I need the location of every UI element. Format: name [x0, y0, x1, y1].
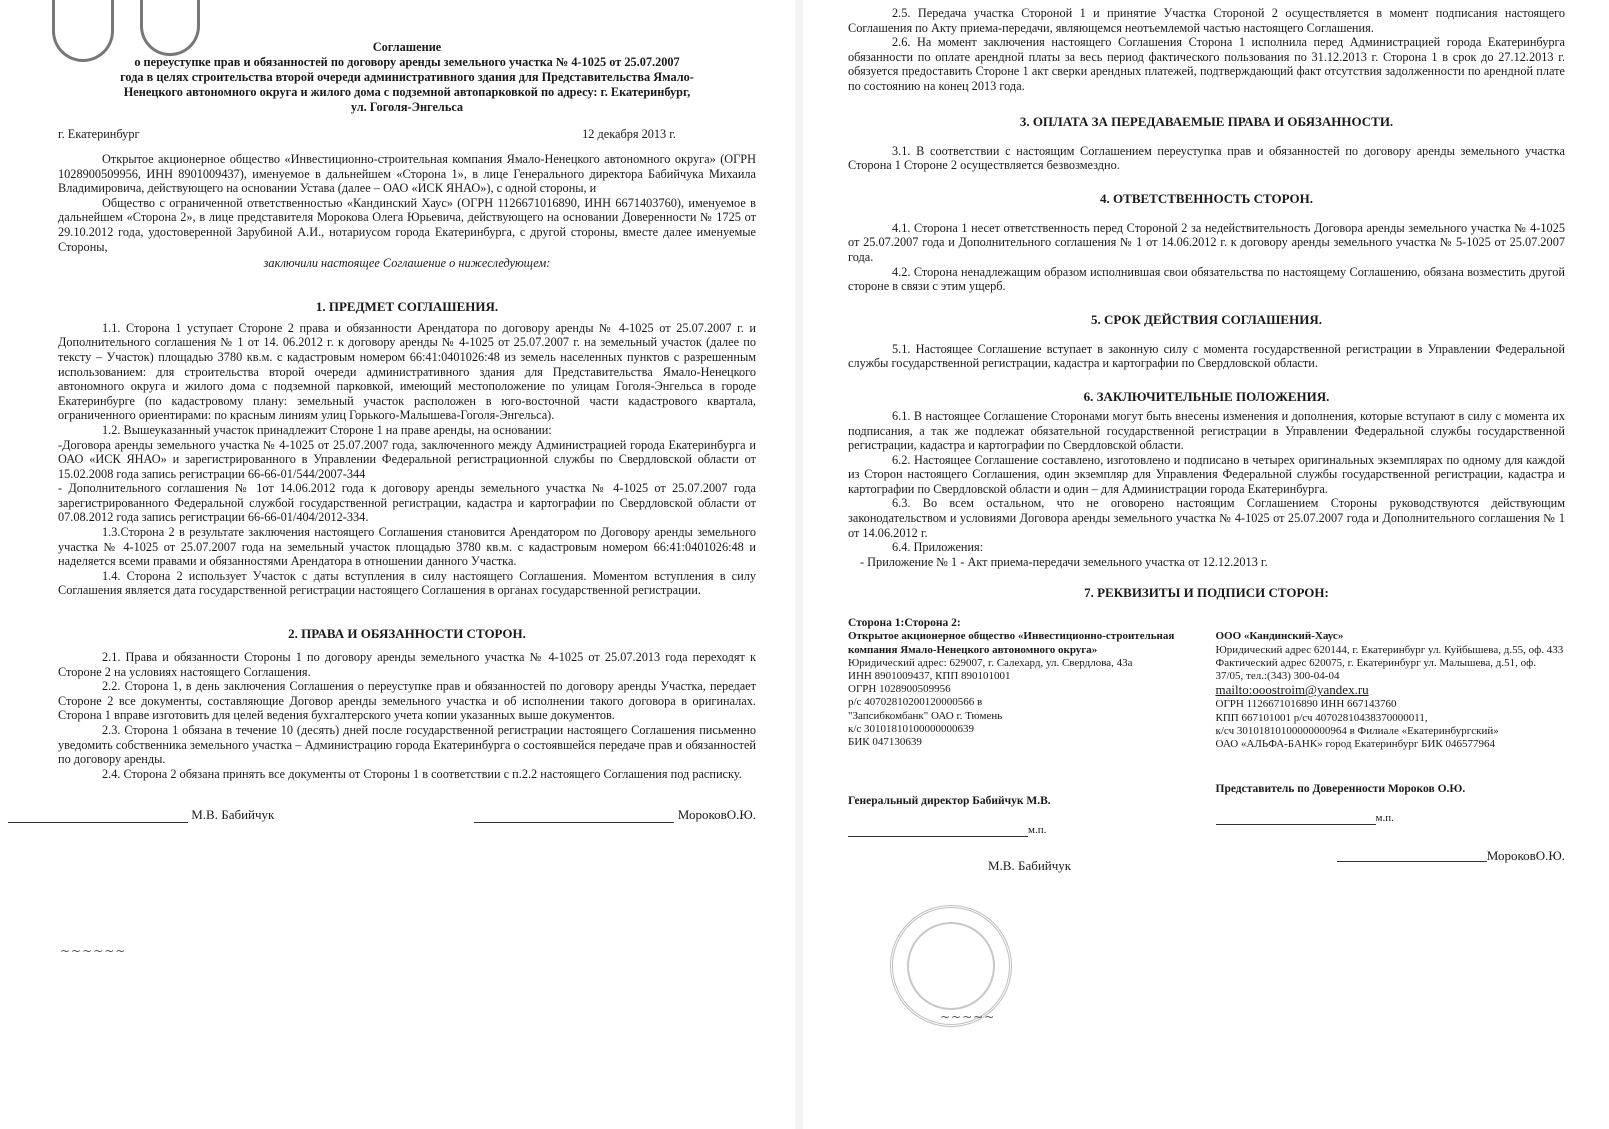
- clause-1-2-a: -Договора аренды земельного участка № 4-1025 от 25.07.2007 года, заключенного между Администрацией города Екатеринбурга и ОАО «ИСК ЯНАО» и зарегистрированного в Управлении Федеральной регистрационной службы по Свердловской области от 15.02.2008 года запись регистрации 66-66-01/544/2007-344: [58, 437, 756, 481]
- parties-header: Сторона 1:Сторона 2:: [848, 617, 961, 630]
- clause-1-4: 1.4. Сторона 2 использует Участок с даты вступления в силу настоящего Соглашения. Моментом вступления в силу Соглашения является дата государственной регистрации настоящего Соглашения в органах государственной регистрации.: [58, 568, 756, 598]
- signer-name: МороковО.Ю.: [677, 807, 756, 823]
- party-2-position: Представитель по Доверенности Мороков О.Ю.: [1215, 783, 1466, 796]
- requisite-line: к/с 30101810100000000639: [848, 722, 975, 735]
- document-title: [58, 40, 756, 115]
- clause-2-3: 2.3. Сторона 1 обязана в течение 10 (десять) дней после государственной регистрации настоящего Соглашения письменно уведомить собственника земельного участка – Администрацию города Екатеринбурга о состоявшейся передаче прав и обязанностей по договору аренды.: [58, 723, 756, 767]
- party-1-intro: Открытое акционерное общество «Инвестиционно-строительная компания Ямало-Ненецкого автономного округа» (ОГРН 1028900509956, ИНН 8901009437), именуемое в дальнейшем «Сторона 1», в лице Генерального директора Бабийчука Михаила Владимировича, действующего на основании Устава (далее – ОАО «ИСК ЯНАО»), с одной стороны, и: [58, 152, 756, 196]
- date: 12 декабря 2013 г.: [582, 127, 676, 141]
- clause-1-1: 1.1. Сторона 1 уступает Стороне 2 права и обязанности Арендатора по договору аренды № 4-1025 от 25.07.2007 г. и Дополнительного соглашения № 1 от 14. 06.2012 г. к договору аренды № 4-1025 от 25.07.2007 г. на земельный участок (далее по тексту – Участок) площадью 3780 кв.м. с кадастровым номером 66:41:0401026:48 из земель населенных пунктов с разрешенным использованием: для строительства второй очереди административного здания для Представительства Ямало-Ненецкого автономного округа и жилого дома с подземной парковкой, имеющий местоположение по улицам Гоголя-Энгельса в городе Екатеринбурге (по кадастровому плану: земельный участок расположен в юго-восточной части кадастрового квартала, ограниченного ориентирами: по красным линиям улиц Горького-Малышева-Гоголя-Энгельса).: [58, 320, 756, 423]
- clause-1-3: 1.3.Сторона 2 в результате заключения настоящего Соглашения становится Арендатором по Договору аренды земельного участка № 4-1025 от 25.07.2007 года на земельный участок площадью 3780 кв.м. с кадастровым номером 66:41:0401026:48 и наделяется всеми правами и обязанностями Арендатора в отношении данного Участка.: [58, 525, 756, 569]
- signature-slot: [1216, 810, 1376, 825]
- section-2-title: 2. ПРАВА И ОБЯЗАННОСТИ СТОРОН.: [288, 626, 526, 642]
- clause-2-4: 2.4. Сторона 2 обязана принять все документы от Стороны 1 в соответствии с п.2.2 настоящего Соглашения под расписку.: [102, 766, 742, 781]
- title-line: ул. Гоголя-Энгельса: [350, 100, 464, 114]
- party-1-requisites: [848, 630, 1198, 872]
- handwritten-signature: ~~~~~~: [60, 944, 127, 958]
- section-4-title: 4. ОТВЕТСТВЕННОСТЬ СТОРОН.: [1100, 190, 1313, 206]
- agreed-line: заключили настоящее Соглашение о нижеследующем:: [263, 256, 551, 271]
- handwritten-signature: ~~~~~: [940, 1010, 996, 1024]
- party-2-name: ООО «Кандинский-Хаус»: [1215, 630, 1344, 643]
- signature-slot: [8, 808, 188, 823]
- signature-slot: [848, 822, 1028, 837]
- section-7-title: 7. РЕКВИЗИТЫ И ПОДПИСИ СТОРОН:: [1084, 585, 1329, 601]
- place-date-line: [58, 127, 756, 142]
- page-divider: [795, 0, 803, 1129]
- party-1-position: Генеральный директор Бабийчук М.В.: [848, 795, 1051, 808]
- clause-4-1: 4.1. Сторона 1 несет ответственность перед Стороной 2 за недействительность Договора аренды земельного участка № 4-1025 от 25.07.2007 года и Дополнительного соглашения № 1 от 14.06.2012 г. к договору аренды земельного участка № 5-1025 от 25.07.2007 года.: [848, 220, 1565, 264]
- requisite-line: Юридический адрес: 629007, г. Салехард, ул. Свердлова, 43а: [848, 656, 1133, 669]
- document-page-left: [0, 0, 790, 1129]
- stamp-place-label: м.п.: [1028, 824, 1047, 837]
- title-line: года в целях строительства второй очереди административного здания для Представительства Ямало-: [120, 70, 694, 84]
- requisite-line: "Запсибкомбанк" ОАО г. Тюмень: [848, 709, 1003, 722]
- requisite-line: Юридический адрес 620144, г. Екатеринбург ул. Куйбышева, д.55, оф. 433: [1215, 643, 1564, 656]
- clause-3-1: 3.1. В соответствии с настоящим Соглашением переуступка прав и обязанностей по договору аренды земельного участка Сторона 1 Стороне 2 осуществляется безвозмездно.: [848, 143, 1565, 173]
- clause-6-4: 6.4. Приложения:: [892, 540, 984, 555]
- email-link[interactable]: mailto:ooostroim@yandex.ru: [1215, 682, 1369, 698]
- title-line: о переуступке прав и обязанностей по договору аренды земельного участка № 4-1025 от 25.07.2007: [134, 55, 680, 69]
- section-5-title: 5. СРОК ДЕЙСТВИЯ СОГЛАШЕНИЯ.: [1091, 311, 1322, 327]
- clause-4-2: 4.2. Сторона ненадлежащим образом исполнившая свои обязательства по настоящему Соглашению, обязана возместить другой стороне в связи с этим ущерб.: [848, 264, 1565, 294]
- requisite-line: ИНН 8901009437, КПП 890101001: [848, 670, 1011, 683]
- signer-name: МороковО.Ю.: [1486, 848, 1565, 864]
- signer-name: М.В. Бабийчук: [988, 858, 1072, 874]
- party-2-intro: Общество с ограниченной ответственностью «Кандинский Хаус» (ОГРН 1126671016890, ИНН 6671403760), именуемое в дальнейшем «Сторона 2», в лице представителя Морокова Олега Юрьевича, действующего на основании Доверенности № 1725 от 29.10.2012 года, удостоверенной Зарубиной А.И., нотариусом города Екатеринбурга, с другой стороны, вместе далее именуемые Стороны,: [58, 195, 756, 254]
- requisite-line: ОАО «АЛЬФА-БАНК» город Екатеринбург БИК 046577964: [1215, 738, 1495, 751]
- city: г. Екатеринбург: [58, 127, 140, 141]
- clause-6-3: 6.3. Во всем остальном, что не оговорено настоящим Соглашением Стороны руководствуются действующим законодательством и условиями Договора аренды земельного участка № 4-1025 от 25.07.2007 года и Дополнительного соглашения № 1 от 14.06.2012 г.: [848, 496, 1565, 540]
- clause-2-6: 2.6. На момент заключения настоящего Соглашения Сторона 1 исполнила перед Администрацией города Екатеринбурга обязанности по оплате арендной платы за весь период фактического пользования по 31.12.2013 г. Сторона 1 в срок до 27.12.2013 г. обязуется предоставить Стороне 1 акт сверки арендных платежей, подтверждающий факт отсутствия задолженности по арендной плате по состоянию на конец 2013 года.: [848, 35, 1565, 93]
- requisite-line: КПП 667101001 р/сч 40702810438370000011,: [1215, 711, 1428, 724]
- title-line: Соглашение: [372, 40, 442, 54]
- clause-2-5: 2.5. Передача участка Стороной 1 и принятие Участка Стороной 2 осуществляется в момент подписания настоящего Соглашения по Акту приема-передачи, являющемся неотъемлемой частью настоящего Соглашения.: [848, 6, 1565, 35]
- section-1-title: 1. ПРЕДМЕТ СОГЛАШЕНИЯ.: [315, 298, 499, 314]
- signer-name: М.В. Бабийчук: [191, 807, 275, 823]
- party-2-requisites: [1206, 630, 1566, 872]
- clause-6-2: 6.2. Настоящее Соглашение составлено, изготовлено и подписано в четырех оригинальных экземплярах по одному для каждой из Сторон настоящего Соглашения, один экземпляр для Управления Федеральной службы государственной регистрации, кадастра и картографии по Свердловской области и один – для Администрации города Екатеринбурга.: [848, 452, 1565, 496]
- seal-stamp: [890, 905, 1012, 1027]
- requisite-line: к/сч 30101810100000000964 в Филиале «Екатеринбургский»: [1215, 724, 1499, 737]
- requisite-line: БИК 047130639: [848, 736, 922, 749]
- clause-6-1: 6.1. В настоящее Соглашение Сторонами могут быть внесены изменения и дополнения, которые вступают в силу с момента их подписания, а так же подлежат обязательной государственной регистрации в Управлении Федеральной службы государственной регистрации, кадастра и картографии по Свердловской области.: [848, 408, 1565, 453]
- clause-5-1: 5.1. Настоящее Соглашение вступает в законную силу с момента государственной регистрации в Управлении Федеральной службы государственной регистрации, кадастра и картографии по Свердловской области.: [848, 341, 1565, 371]
- section-3-title: 3. ОПЛАТА ЗА ПЕРЕДАВАЕМЫЕ ПРАВА И ОБЯЗАННОСТИ.: [1019, 113, 1394, 129]
- requisite-line: ОГРН 1028900509956: [848, 683, 951, 696]
- signature-slot: [474, 808, 674, 823]
- stamp-place-label: м.п.: [1375, 812, 1394, 825]
- clause-2-1: 2.1. Права и обязанности Стороны 1 по договору аренды земельного участка № 4-1025 от 25.07.2013 года переходят к Стороне 2 на условиях настоящего Соглашения.: [58, 650, 756, 679]
- clause-2-2: 2.2. Сторона 1, в день заключения Соглашения о переуступке прав и обязанностей по договору аренды Участка, передает Стороне 2 все документы, составляющие Договор аренды земельного участка и об исполнении такого договора в оригиналах. Сторона 1 вправе изготовить для целей ведения бухгалтерского учета копии указанных выше документов.: [58, 679, 756, 723]
- clause-1-2: 1.2. Вышеуказанный участок принадлежит Стороне 1 на праве аренды, на основании:: [102, 422, 552, 437]
- signature-line-left-page: [8, 807, 756, 823]
- appendix-item: - Приложение № 1 - Акт приема-передачи земельного участка от 12.12.2013 г.: [860, 554, 1268, 569]
- party-1-name: Открытое акционерное общество «Инвестиционно-строительная компания Ямало-Ненецкого автономного округа»: [848, 630, 1175, 656]
- requisite-line: ОГРН 1126671016890 ИНН 667143760: [1215, 698, 1397, 711]
- signature-slot: [1337, 847, 1487, 862]
- title-line: Ненецкого автономного округа и жилого дома с подземной автопарковкой по адресу: г. Екатеринбург,: [123, 85, 691, 99]
- section-6-title: 6. ЗАКЛЮЧИТЕЛЬНЫЕ ПОЛОЖЕНИЯ.: [1083, 388, 1330, 404]
- clause-1-2-b: - Дополнительного соглашения № 1от 14.06.2012 года к договору аренды земельного участка № 4-1025 от 25.07.2007 года зарегистрированного Федеральной службой государственной регистрации, кадастра и картографии по Свердловской области от 07.08.2012 года запись регистрации 66-66-01/404/2012-334.: [58, 481, 756, 525]
- party-requisites: [848, 630, 1565, 872]
- requisite-line: р/с 40702810200120000566 в: [848, 696, 983, 709]
- requisite-line: Фактический адрес 620075, г. Екатеринбург ул. Малышева, д.51, оф. 37/05, тел.:(343) 300-04-04: [1215, 656, 1536, 683]
